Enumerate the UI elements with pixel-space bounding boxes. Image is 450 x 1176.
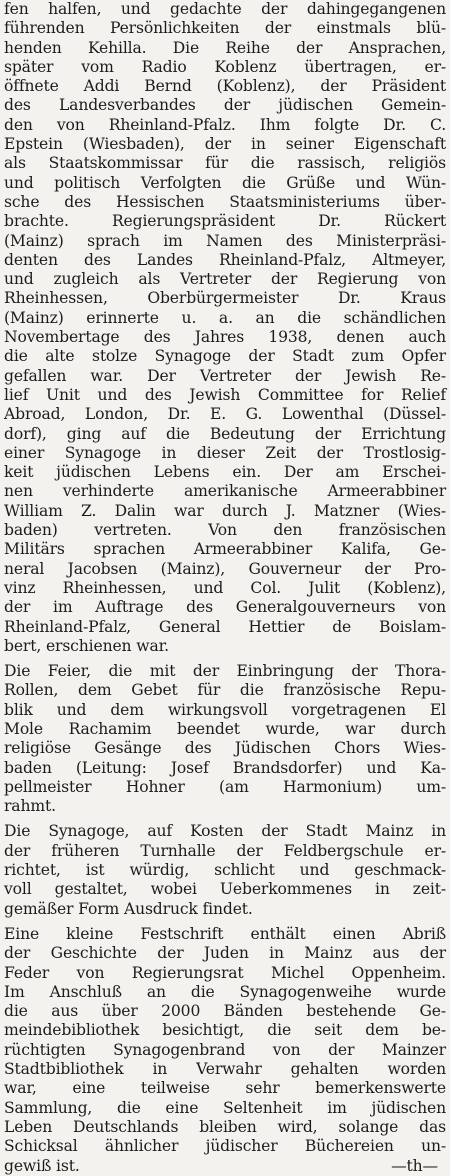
text-line: baden (Leitung: Josef Brandsdorfer) und Ka- (4, 758, 446, 777)
text-line: Rheinland-Pfalz, General Hettier de Boislam- (4, 617, 446, 636)
text-line: gemäßer Form Ausdruck findet. (4, 899, 253, 918)
text-line: der Geschichte der Juden in Mainz aus der (4, 944, 446, 963)
text-line: religiöse Gesänge des Jüdischen Chors Wies- (4, 739, 446, 758)
text-line: William Z. Dalin war durch J. Matzner (Wies- (4, 501, 446, 520)
text-line: einer Synagoge in dieser Zeit der Trostlosig- (4, 443, 446, 462)
text-line: richtet, ist würdig, schlicht und geschmack- (4, 861, 446, 880)
text-line: und politisch Verfolgten die Grüße und Wün- (4, 173, 446, 192)
text-line: Epstein (Wiesbaden), der in seiner Eigenschaft (4, 135, 446, 154)
text-line: des Landesverbandes der jüdischen Gemein- (4, 96, 446, 115)
text-line: neral Jacobsen (Mainz), Gouverneur der Pro- (4, 559, 446, 578)
text-line: die aus über 2000 Bänden bestehende Ge- (4, 1002, 446, 1021)
paragraph-synagogue (4, 822, 446, 918)
text-line: Mole Rachamim beendet wurde, war durch (4, 719, 446, 738)
text-line: Feder von Regierungsrat Michel Oppenheim. (4, 963, 446, 982)
text-line: nen verhinderte amerikanische Armeerabbiner (4, 482, 446, 501)
text-line: Rollen, dem Gebet für die französische Repu- (4, 681, 446, 700)
text-line: voll gestaltet, wobei Ueberkommenes in zeit- (4, 880, 446, 899)
text-line: Abroad, London, Dr. E. G. Lowenthal (Düssel- (4, 405, 446, 424)
text-line: meindebibliothek besichtigt, die seit dem be- (4, 1021, 446, 1040)
article-column (4, 0, 446, 1176)
text-line: keit jüdischen Lebens ein. Der am Erschei- (4, 463, 446, 482)
text-line-final (4, 1157, 446, 1176)
text-line: führenden Persönlichkeiten der einstmals blü- (4, 19, 446, 38)
text-line: vinz Rheinhessen, und Col. Julit (Koblenz), (4, 578, 446, 597)
text-line: bert, erschienen war. (4, 636, 169, 655)
text-line: rahmt. (4, 797, 56, 816)
text-line: (Mainz) erinnerte u. a. an die schändlichen (4, 308, 446, 327)
text-line: Novembertage des Jahres 1938, denen auch (4, 328, 446, 347)
text-line: rüchtigten Synagogenbrand von der Mainzer (4, 1040, 446, 1059)
text-line: Die Synagoge, auf Kosten der Stadt Mainz in (4, 822, 446, 841)
paragraph-ceremony (4, 662, 446, 816)
text-line: und zugleich als Vertreter der Regierung von (4, 270, 446, 289)
text-line: Im Anschluß an die Synagogenweihe wurde (4, 982, 446, 1001)
text-line: dorf), ging auf die Bedeutung der Errichtung (4, 424, 446, 443)
text-line: gefallen war. Der Vertreter der Jewish Re- (4, 366, 446, 385)
text-line: den von Rheinland-Pfalz. Ihm folgte Dr. C. (4, 115, 446, 134)
text-line: Militärs sprachen Armeerabbiner Kalifa, Ge- (4, 540, 446, 559)
text-line: baden) vertreten. Von den französischen (4, 521, 446, 540)
paragraph-speeches (4, 0, 446, 656)
text-line: blik und dem wirkungsvoll vorgetragenen El (4, 700, 446, 719)
paragraph-festschrift (4, 925, 446, 1176)
final-words: gewiß ist. (4, 1156, 80, 1175)
text-line: der früheren Turnhalle der Feldbergschule er- (4, 841, 446, 860)
text-line: fen halfen, und gedachte der dahingegangenen (4, 0, 446, 18)
text-line: Leben Deutschlands bleiben wird, solange das (4, 1117, 446, 1136)
text-line: (Mainz) sprach im Namen des Ministerpräsi- (4, 231, 446, 250)
text-line: henden Kehilla. Die Reihe der Ansprachen, (4, 38, 446, 57)
text-line: die alte stolze Synagoge der Stadt zum Opfer (4, 347, 446, 366)
text-line: Die Feier, die mit der Einbringung der Thora- (4, 662, 446, 681)
text-line: Eine kleine Festschrift enthält einen Abriß (4, 924, 446, 943)
text-line: später vom Radio Koblenz übertragen, er- (4, 57, 446, 76)
text-line: Sammlung, die eine Seltenheit im jüdischen (4, 1098, 446, 1117)
text-line: als Staatskommissar für die rassisch, religiös (4, 154, 446, 173)
text-line: denten des Landes Rheinland-Pfalz, Altmeyer, (4, 250, 446, 269)
text-line: Schicksal ähnlicher jüdischer Büchereien un- (4, 1137, 446, 1156)
author-signoff: —th— (391, 1156, 438, 1175)
text-line: öffnete Addi Bernd (Koblenz), der Präsident (4, 77, 446, 96)
text-line: brachte. Regierungspräsident Dr. Rückert (4, 212, 446, 231)
text-line: Stadtbibliothek in Verwahr gehalten worden (4, 1060, 446, 1079)
text-line: sche des Hessischen Staatsministeriums über- (4, 192, 446, 211)
text-line: lief Unit und des Jewish Committee for Relief (4, 385, 446, 404)
text-line: pellmeister Hohner (am Harmonium) um- (4, 777, 446, 796)
text-line: der im Auftrage des Generalgouverneurs von (4, 598, 446, 617)
text-line: war, eine teilweise sehr bemerkenswerte (4, 1079, 446, 1098)
text-line: Rheinhessen, Oberbürgermeister Dr. Kraus (4, 289, 446, 308)
